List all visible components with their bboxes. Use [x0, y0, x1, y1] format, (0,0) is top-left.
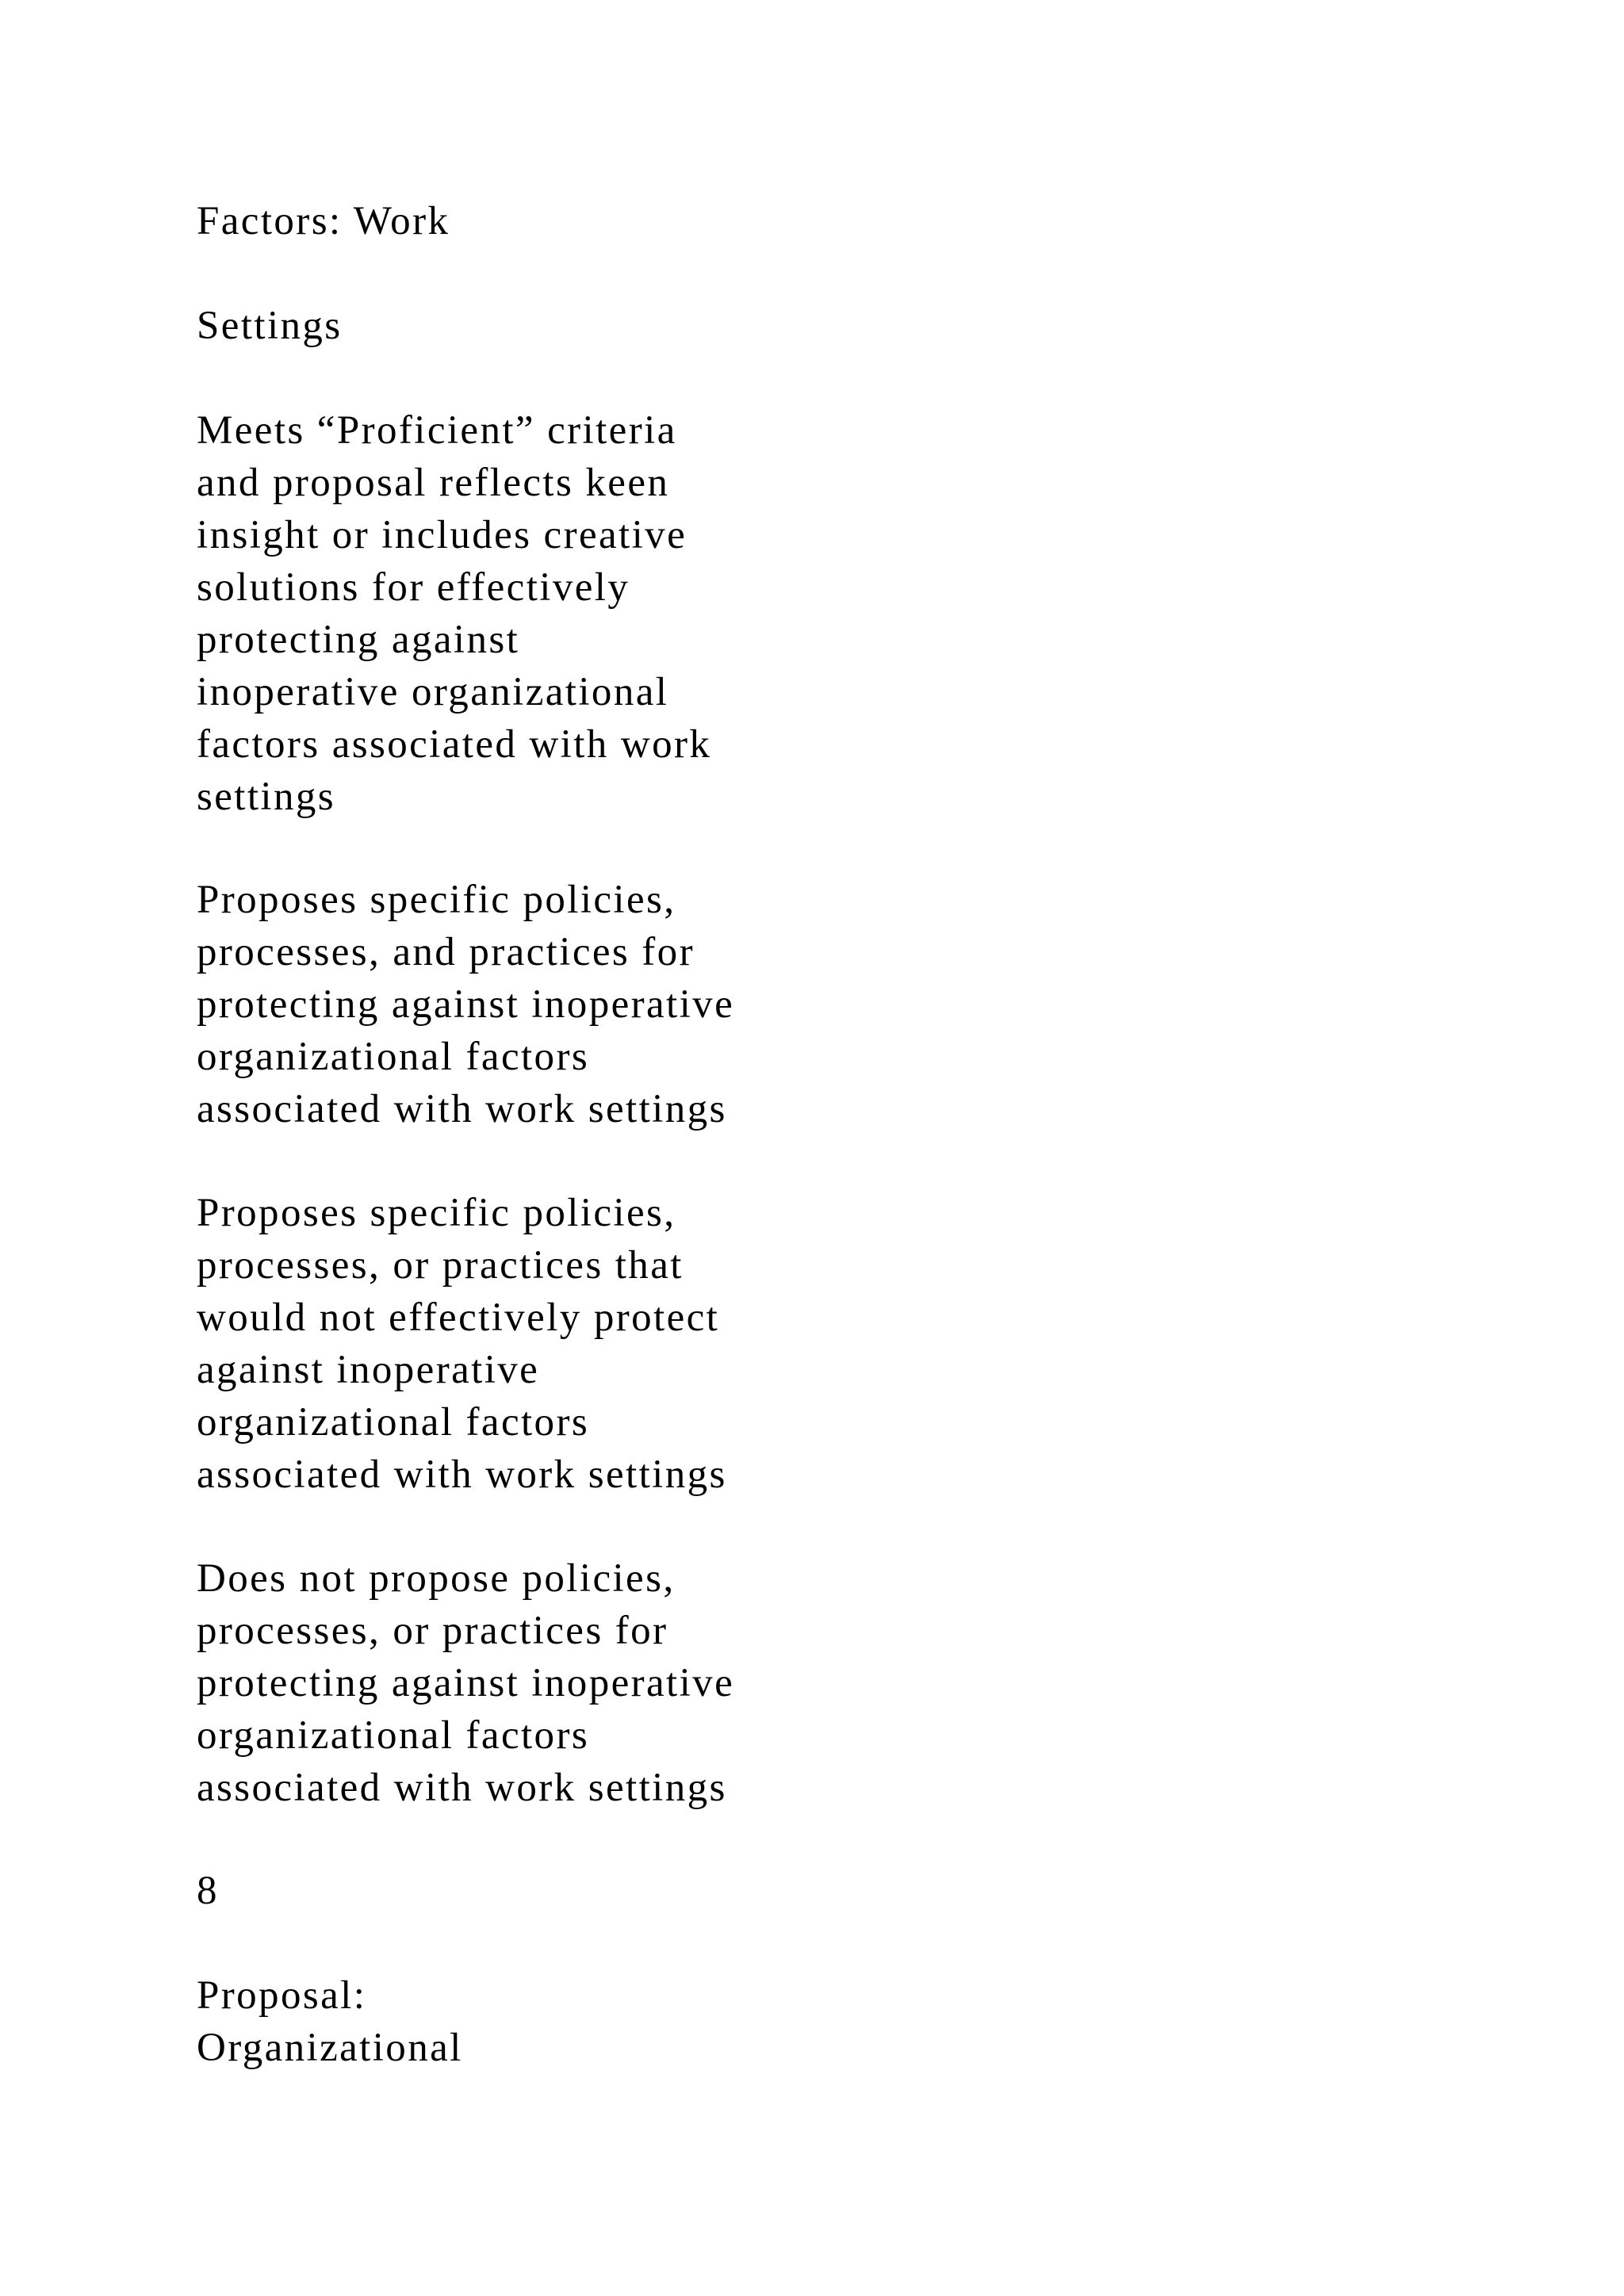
- text-block-not-evident: Does not propose policies, processes, or practices for protecting against inoperative organizational factors associated with work settings: [197, 1556, 735, 1810]
- text-block-proposal: Proposal: Organizational: [197, 1973, 463, 2070]
- text-block-settings: Settings: [197, 304, 343, 348]
- text-block-points: 8: [197, 1869, 219, 1913]
- text-block-factors-work: Factors: Work: [197, 199, 450, 243]
- text-block-needs-improvement: Proposes specific policies, processes, or practices that would not effectively protect against inoperative organizational factors associated with work settings: [197, 1191, 727, 1497]
- text-block-exemplary: Meets “Proficient” criteria and proposal reflects keen insight or includes creative solutions for effectively protecting against inoperative organizational factors associated with work settings: [197, 408, 712, 819]
- text-block-proficient: Proposes specific policies, processes, and practices for protecting against inoperative organizational factors associated with work settings: [197, 878, 735, 1131]
